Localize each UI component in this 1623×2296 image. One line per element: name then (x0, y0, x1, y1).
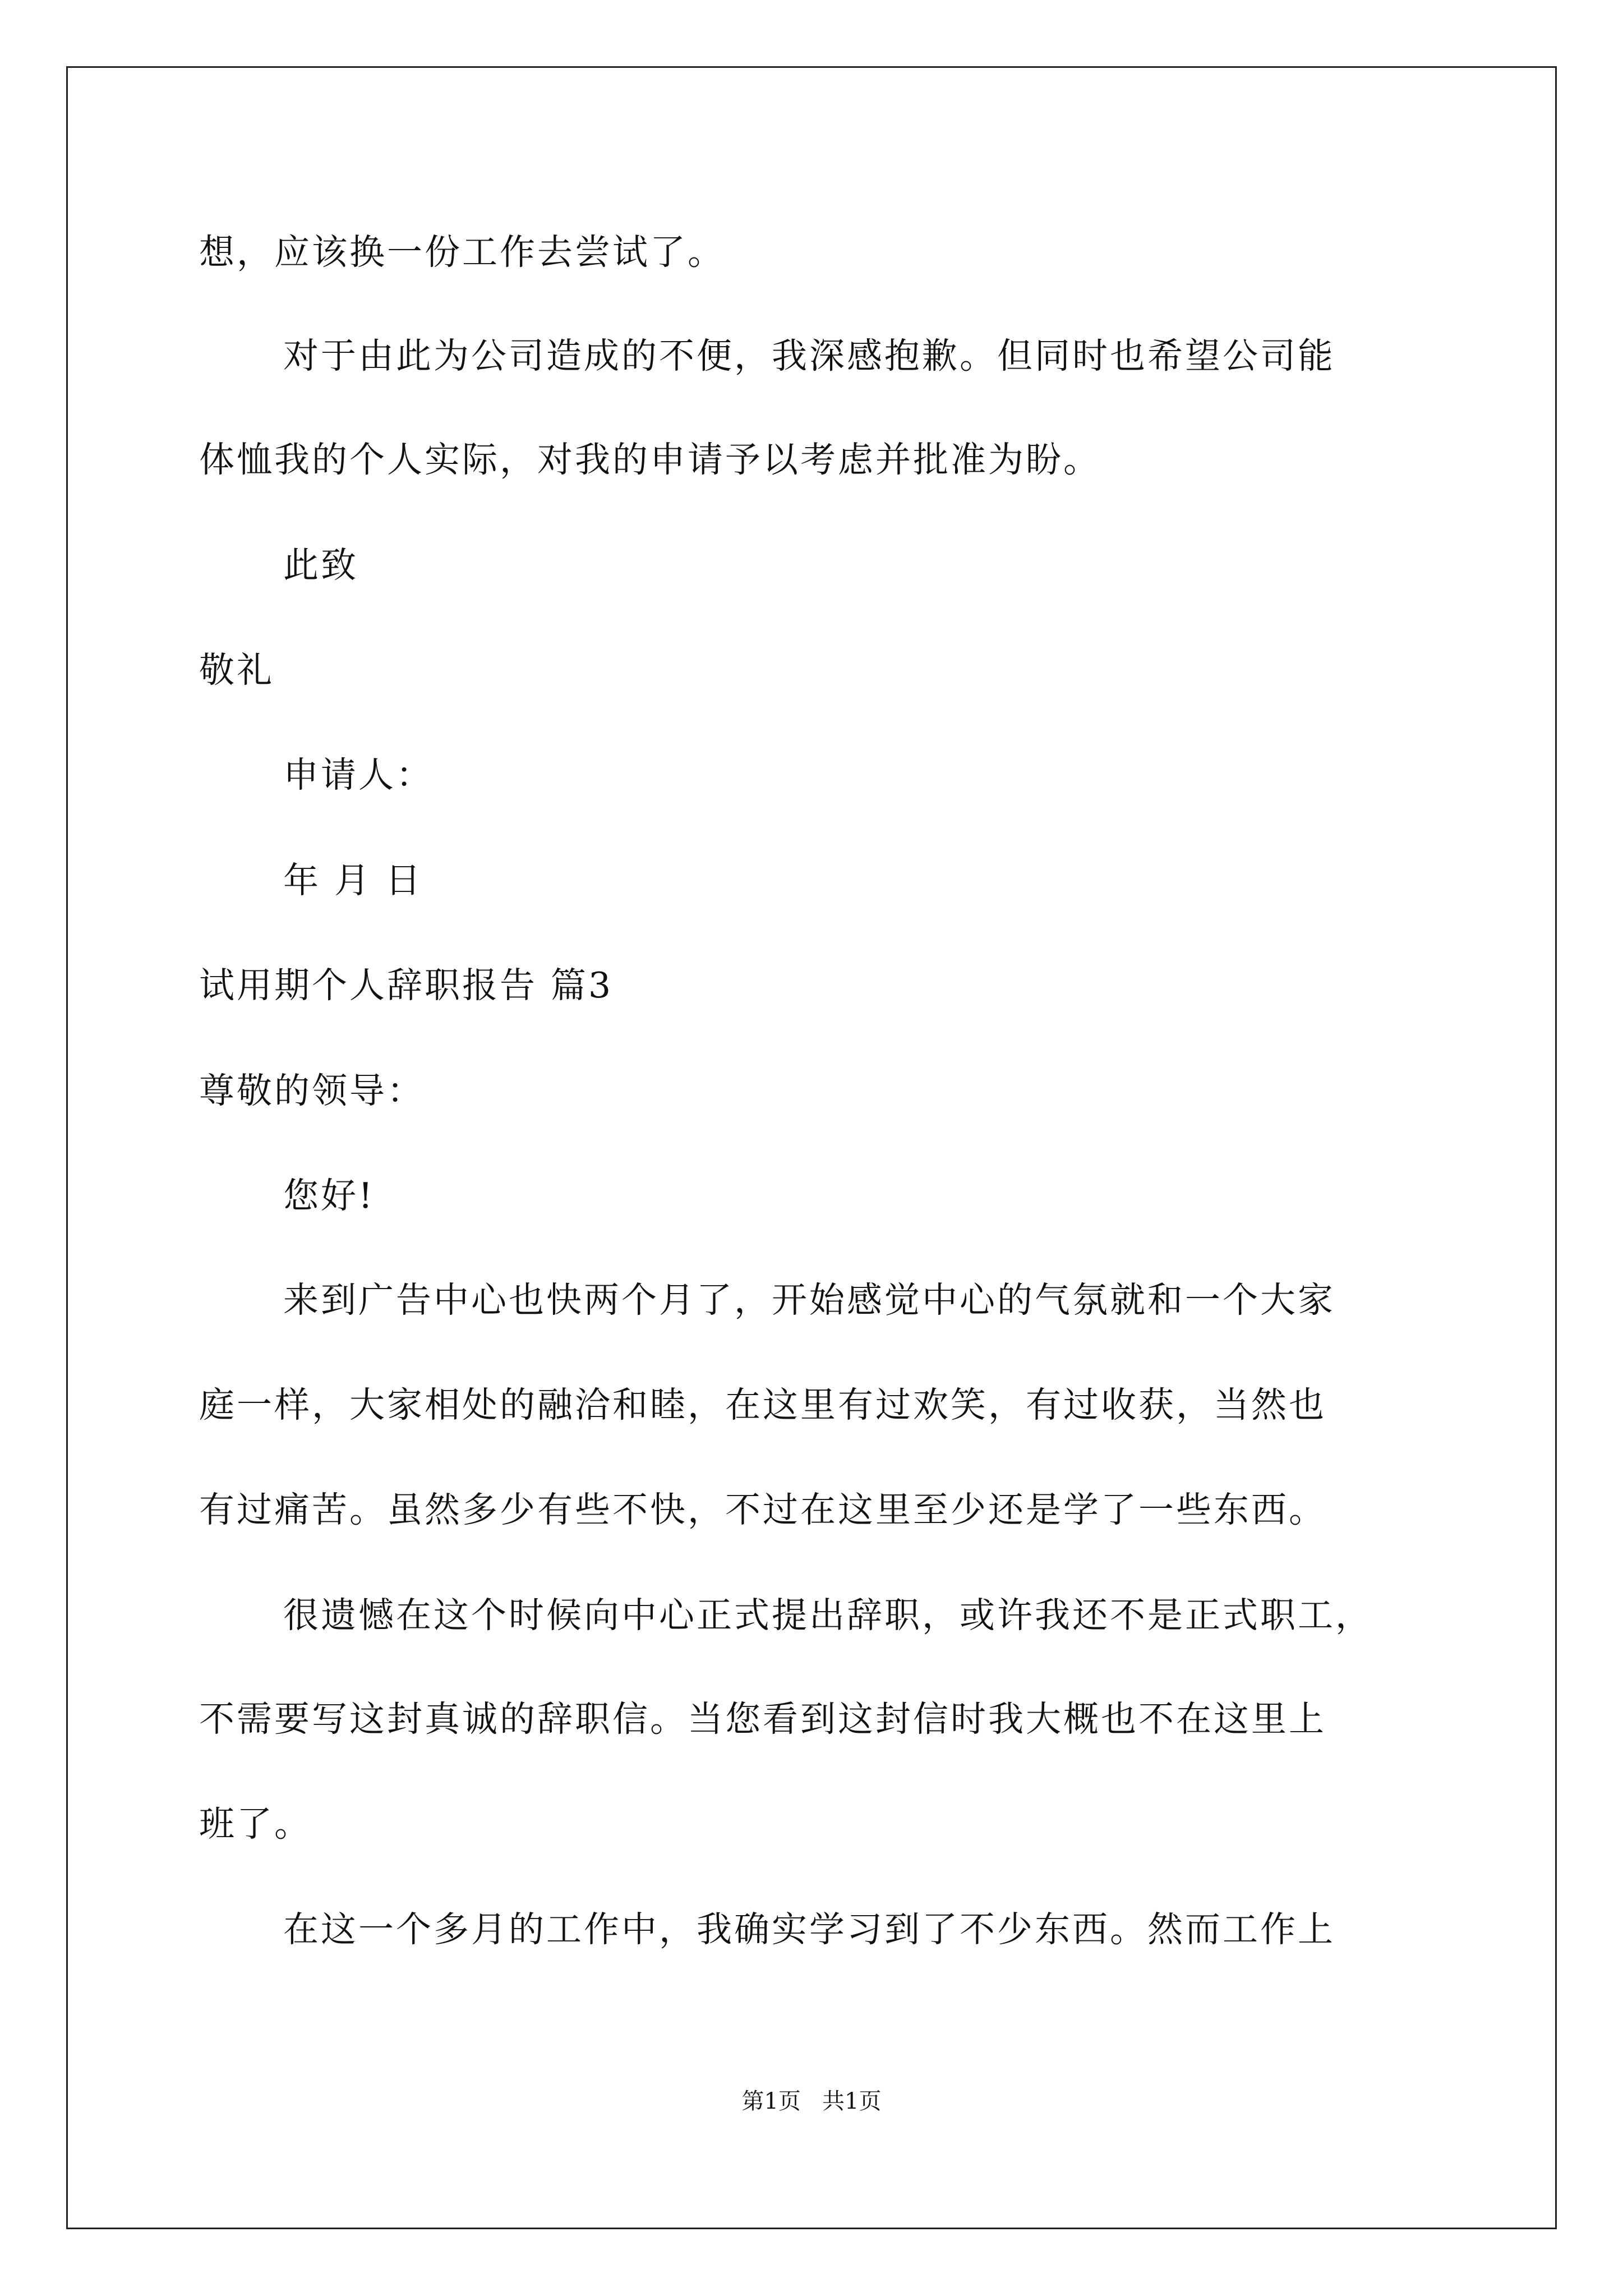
body-line: 来到广告中心也快两个月了，开始感觉中心的气氛就和一个大家 (283, 1280, 1335, 1320)
section-title: 试用期个人辞职报告 篇3 (199, 965, 614, 1006)
body-line: 班了。 (199, 1803, 312, 1844)
page-footer: 第1页 共1页 (741, 2088, 882, 2114)
applicant-label: 申请人： (283, 754, 434, 795)
body-line: 想，应该换一份工作去尝试了。 (199, 232, 725, 273)
body-line: 有过痛苦。虽然多少有些不快，不过在这里至少还是学了一些东西。 (199, 1489, 1326, 1530)
body-line: 庭一样，大家相处的融洽和睦，在这里有过欢笑，有过收获，当然也 (199, 1384, 1326, 1425)
body-line: 不需要写这封真诚的辞职信。当您看到这封信时我大概也不在这里上 (199, 1699, 1326, 1740)
page-border (66, 66, 1557, 2229)
body-line: 在这一个多月的工作中，我确实学习到了不少东西。然而工作上 (283, 1909, 1335, 1950)
closing-regards: 敬礼 (199, 650, 274, 691)
body-line: 对于由此为公司造成的不便，我深感抱歉。但同时也希望公司能 (283, 335, 1335, 376)
greeting-recipient: 尊敬的领导： (199, 1070, 425, 1111)
closing-salutation: 此致 (283, 545, 358, 586)
greeting: 您好! (283, 1175, 375, 1216)
date-line: 年 月 日 (283, 860, 423, 901)
body-line: 体恤我的个人实际，对我的申请予以考虑并批准为盼。 (199, 439, 1101, 480)
body-line: 很遗憾在这个时候向中心正式提出辞职，或许我还不是正式职工， (283, 1595, 1373, 1636)
